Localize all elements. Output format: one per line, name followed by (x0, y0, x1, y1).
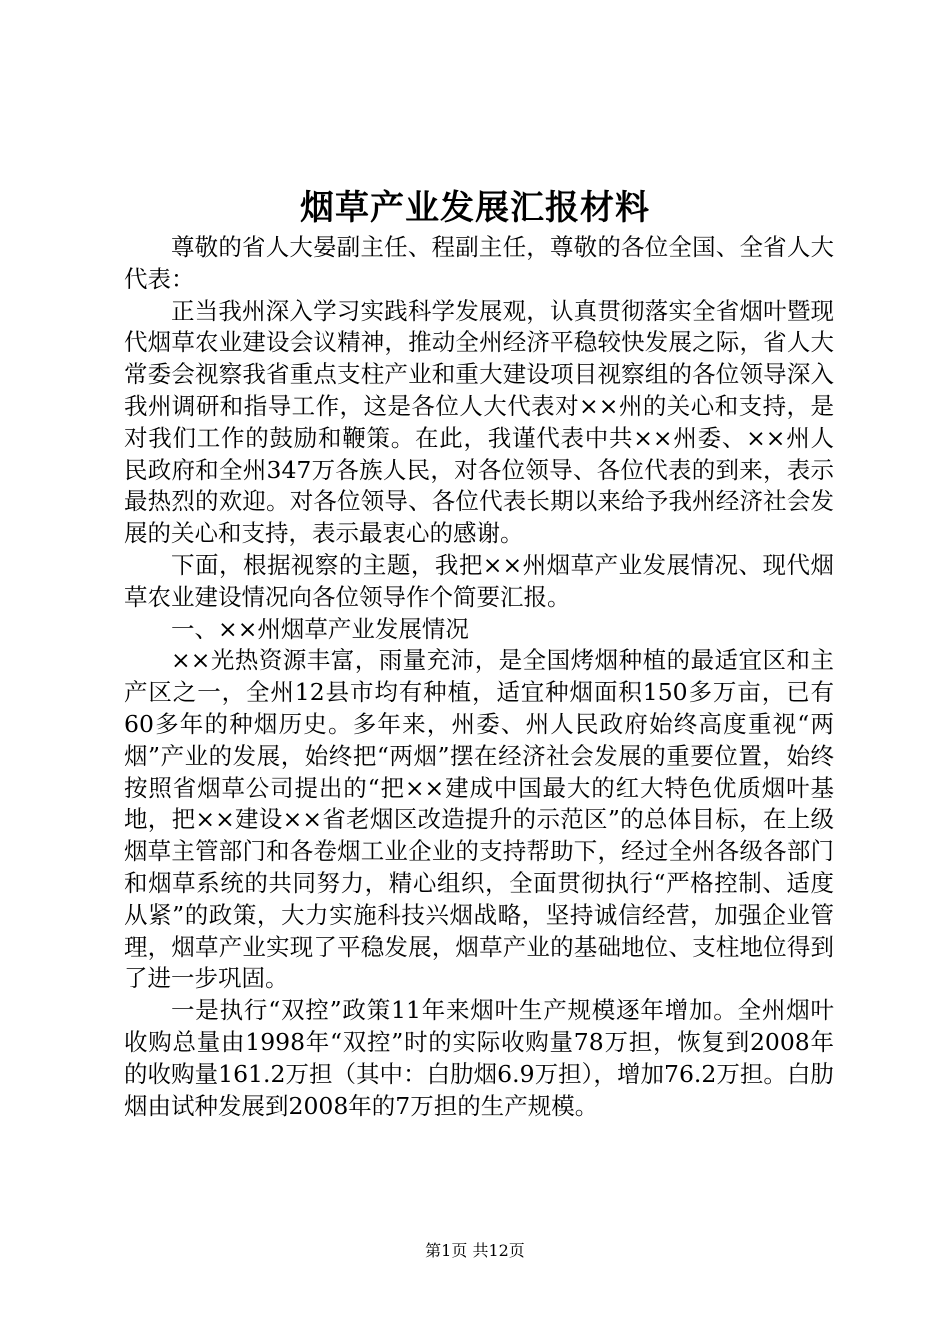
document-title: 烟草产业发展汇报材料 (300, 188, 650, 228)
section-heading: 一、××州烟草产业发展情况 (171, 614, 469, 643)
page-number-footer: 第1页 共12页 (425, 1241, 525, 1260)
salutation-paragraph: 尊敬的省人大晏副主任、程副主任，尊敬的各位全国、全省人大代表： (124, 233, 834, 293)
intro-paragraph: 下面，根据视察的主题，我把××州烟草产业发展情况、现代烟草农业建设情况向各位领导作个简要汇报。 (124, 550, 834, 611)
welcome-paragraph: 正当我州深入学习实践科学发展观，认真贯彻落实全省烟叶暨现代烟草农业建设会议精神，推动全州经济平稳较快发展之际，省人大常委会视察我省重点支柱产业和重大建设项目视察组的各位领导深入我州调研和指导工作，这是各位人大代表对××州的关心和支持，是对我们工作的鼓励和鞭策。在此，我谨代表中共××州委、××州人民政府和全州347万各族人民，对各位领导、各位代表的到来，表示最热烈的欢迎。对各位领导、各位代表长期以来给予我州经济社会发展的关心和支持，表示最衷心的感谢。 (124, 296, 834, 548)
overview-paragraph: ××光热资源丰富，雨量充沛，是全国烤烟种植的最适宜区和主产区之一，全州12县市均有种植，适宜种烟面积150多万亩，已有60多年的种烟历史。多年来，州委、州人民政府始终高度重视“两烟”产业的发展，始终把“两烟”摆在经济社会发展的重要位置，始终按照省烟草公司提出的“把××建成中国最大的红大特色优质烟叶基地，把××建设××省老烟区改造提升的示范区”的总体目标，在上级烟草主管部门和各卷烟工业企业的支持帮助下，经过全州各级各部门和烟草系统的共同努力，精心组织，全面贯彻执行“严格控制、适度从紧”的政策，大力实施科技兴烟战略，坚持诚信经营，加强企业管理，烟草产业实现了平稳发展，烟草产业的基础地位、支柱地位得到了进一步巩固。 (124, 646, 834, 993)
document-body (124, 232, 834, 1122)
scale-paragraph: 一是执行“双控”政策11年来烟叶生产规模逐年增加。全州烟叶收购总量由1998年“双控”时的实际收购量78万担，恢复到2008年的收购量161.2万担（其中：白肋烟6.9万担），增加76.2万担。白肋烟由试种发展到2008年的7万担的生产规模。 (124, 996, 834, 1120)
